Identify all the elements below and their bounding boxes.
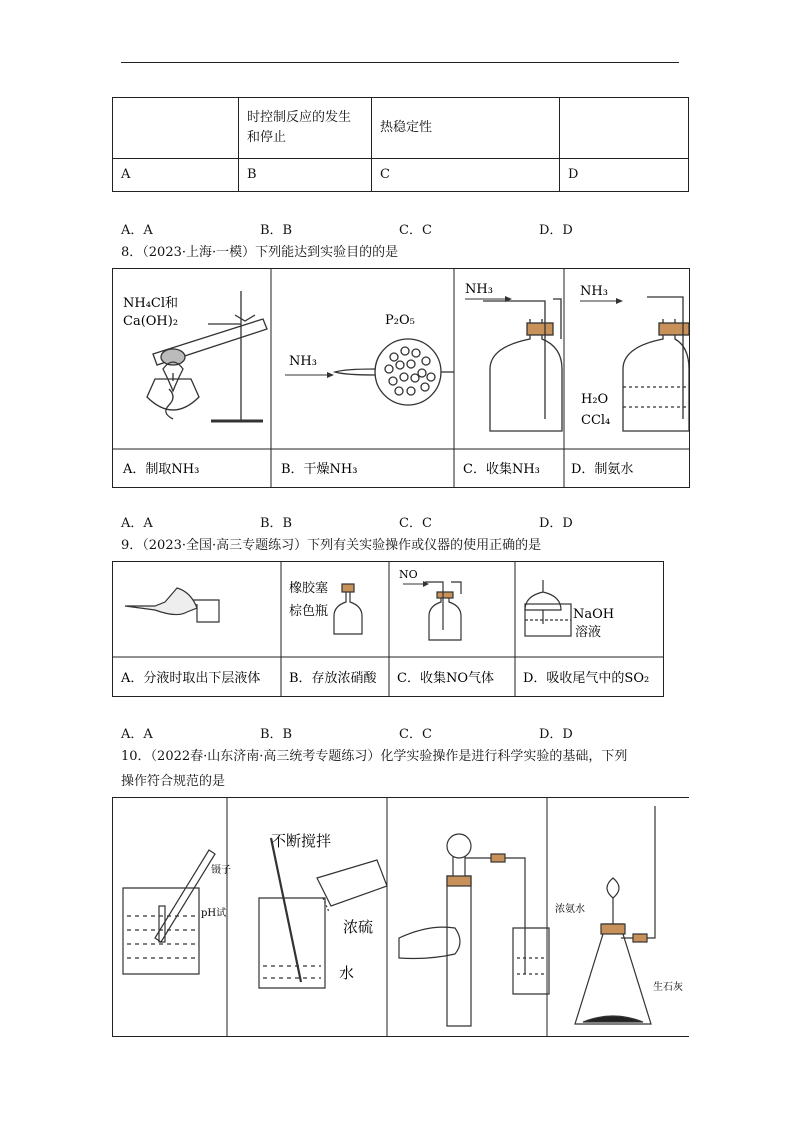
dilution-beaker-icon <box>259 838 387 988</box>
option-a[interactable]: A．A <box>121 223 153 238</box>
q8-b-gas: NH₃ <box>289 354 317 369</box>
q8-figure-table <box>112 268 690 488</box>
q8-b-dryer: P₂O₅ <box>385 313 415 328</box>
option-b[interactable]: B．B <box>260 727 293 742</box>
q10-stem-line1: 10．（2022春·山东济南·高三统考专题练习）化学实验操作是进行科学实验的基础，下列 <box>121 749 628 764</box>
q9-caption-b: B．存放浓硝酸 <box>289 671 377 686</box>
q8-caption-c: C．收集NH₃ <box>463 462 540 477</box>
q9-caption-a: A．分液时取出下层液体 <box>121 671 261 686</box>
q8-caption-a: A．制取NH₃ <box>123 462 200 477</box>
airtight-check-icon <box>399 834 549 1026</box>
q10-b-acid: 浓硫 <box>343 918 374 936</box>
q8-caption-b: B．干燥NH₃ <box>281 462 358 477</box>
option-d[interactable]: D．D <box>539 516 573 531</box>
absorb-bottle-icon <box>623 297 689 431</box>
q8-stem: 8．（2023·上海·一模）下列能达到实验目的的是 <box>121 245 399 260</box>
option-b[interactable]: B．B <box>260 516 293 531</box>
q9-caption-d: D．吸收尾气中的SO₂ <box>523 671 650 686</box>
table-cell: 时控制反应的发生和停止 <box>239 98 372 159</box>
q9-caption-c: C．收集NO气体 <box>397 671 494 686</box>
q9-stem: 9．（2023·全国·高三专题练习）下列有关实验操作或仪器的使用正确的是 <box>121 538 542 553</box>
option-d[interactable]: D．D <box>539 223 573 238</box>
q7-table <box>112 97 689 192</box>
option-b[interactable]: B．B <box>260 223 293 238</box>
option-c[interactable]: C．C <box>399 727 432 742</box>
q8-d-h2o: H₂O <box>581 392 609 407</box>
q8-d-ccl4: CCl₄ <box>581 413 611 428</box>
q10-b-stir: 不断搅拌 <box>271 832 332 850</box>
q9-b-bottle: 棕色瓶 <box>289 604 329 619</box>
table-row <box>113 98 689 159</box>
option-d[interactable]: D．D <box>539 727 573 742</box>
option-a[interactable]: A．A <box>121 516 153 531</box>
table-cell: C <box>372 159 560 192</box>
q10-a-ph: pH试 <box>201 908 227 919</box>
separatory-funnel-icon <box>125 588 219 622</box>
table-cell <box>113 98 239 159</box>
drying-tube-icon <box>335 339 454 405</box>
q9-b-stopper: 橡胶塞 <box>289 581 329 596</box>
table-cell: B <box>239 159 372 192</box>
option-c[interactable]: C．C <box>399 516 432 531</box>
q8-d-gas: NH₃ <box>580 284 608 299</box>
ammonia-generator-icon <box>575 806 655 1024</box>
q9-d-sol2: 溶液 <box>575 625 602 640</box>
q10-d-lime: 生石灰 <box>653 982 683 993</box>
brown-bottle-icon <box>334 584 362 634</box>
q10-d-ammonia: 浓氨水 <box>555 904 585 915</box>
q10-a-tweezers: 镊子 <box>211 865 231 876</box>
q9-d-sol1: NaOH <box>573 607 615 622</box>
q8-caption-d: D．制氨水 <box>571 462 634 477</box>
option-a[interactable]: A．A <box>121 727 153 742</box>
table-row <box>113 159 689 192</box>
header-rule <box>121 62 679 63</box>
collection-bottle-icon <box>425 582 461 640</box>
table-cell: A <box>113 159 239 192</box>
q9-figure-table <box>112 561 664 697</box>
table-cell <box>560 98 689 159</box>
table-cell: 热稳定性 <box>372 98 560 159</box>
q10-b-water: 水 <box>339 964 355 982</box>
q8-a-reagent1: NH₄Cl和 <box>123 296 179 311</box>
q10-stem-line2: 操作符合规范的是 <box>121 774 226 789</box>
q10-figure-table <box>112 797 689 1037</box>
gas-bottle-icon <box>483 299 562 431</box>
option-c[interactable]: C．C <box>399 223 432 238</box>
table-cell: D <box>560 159 689 192</box>
q8-c-gas: NH₃ <box>465 282 493 297</box>
q9-c-gas: NO <box>399 568 418 581</box>
q8-a-reagent2: Ca(OH)₂ <box>123 314 179 329</box>
absorption-beaker-icon <box>525 580 571 636</box>
